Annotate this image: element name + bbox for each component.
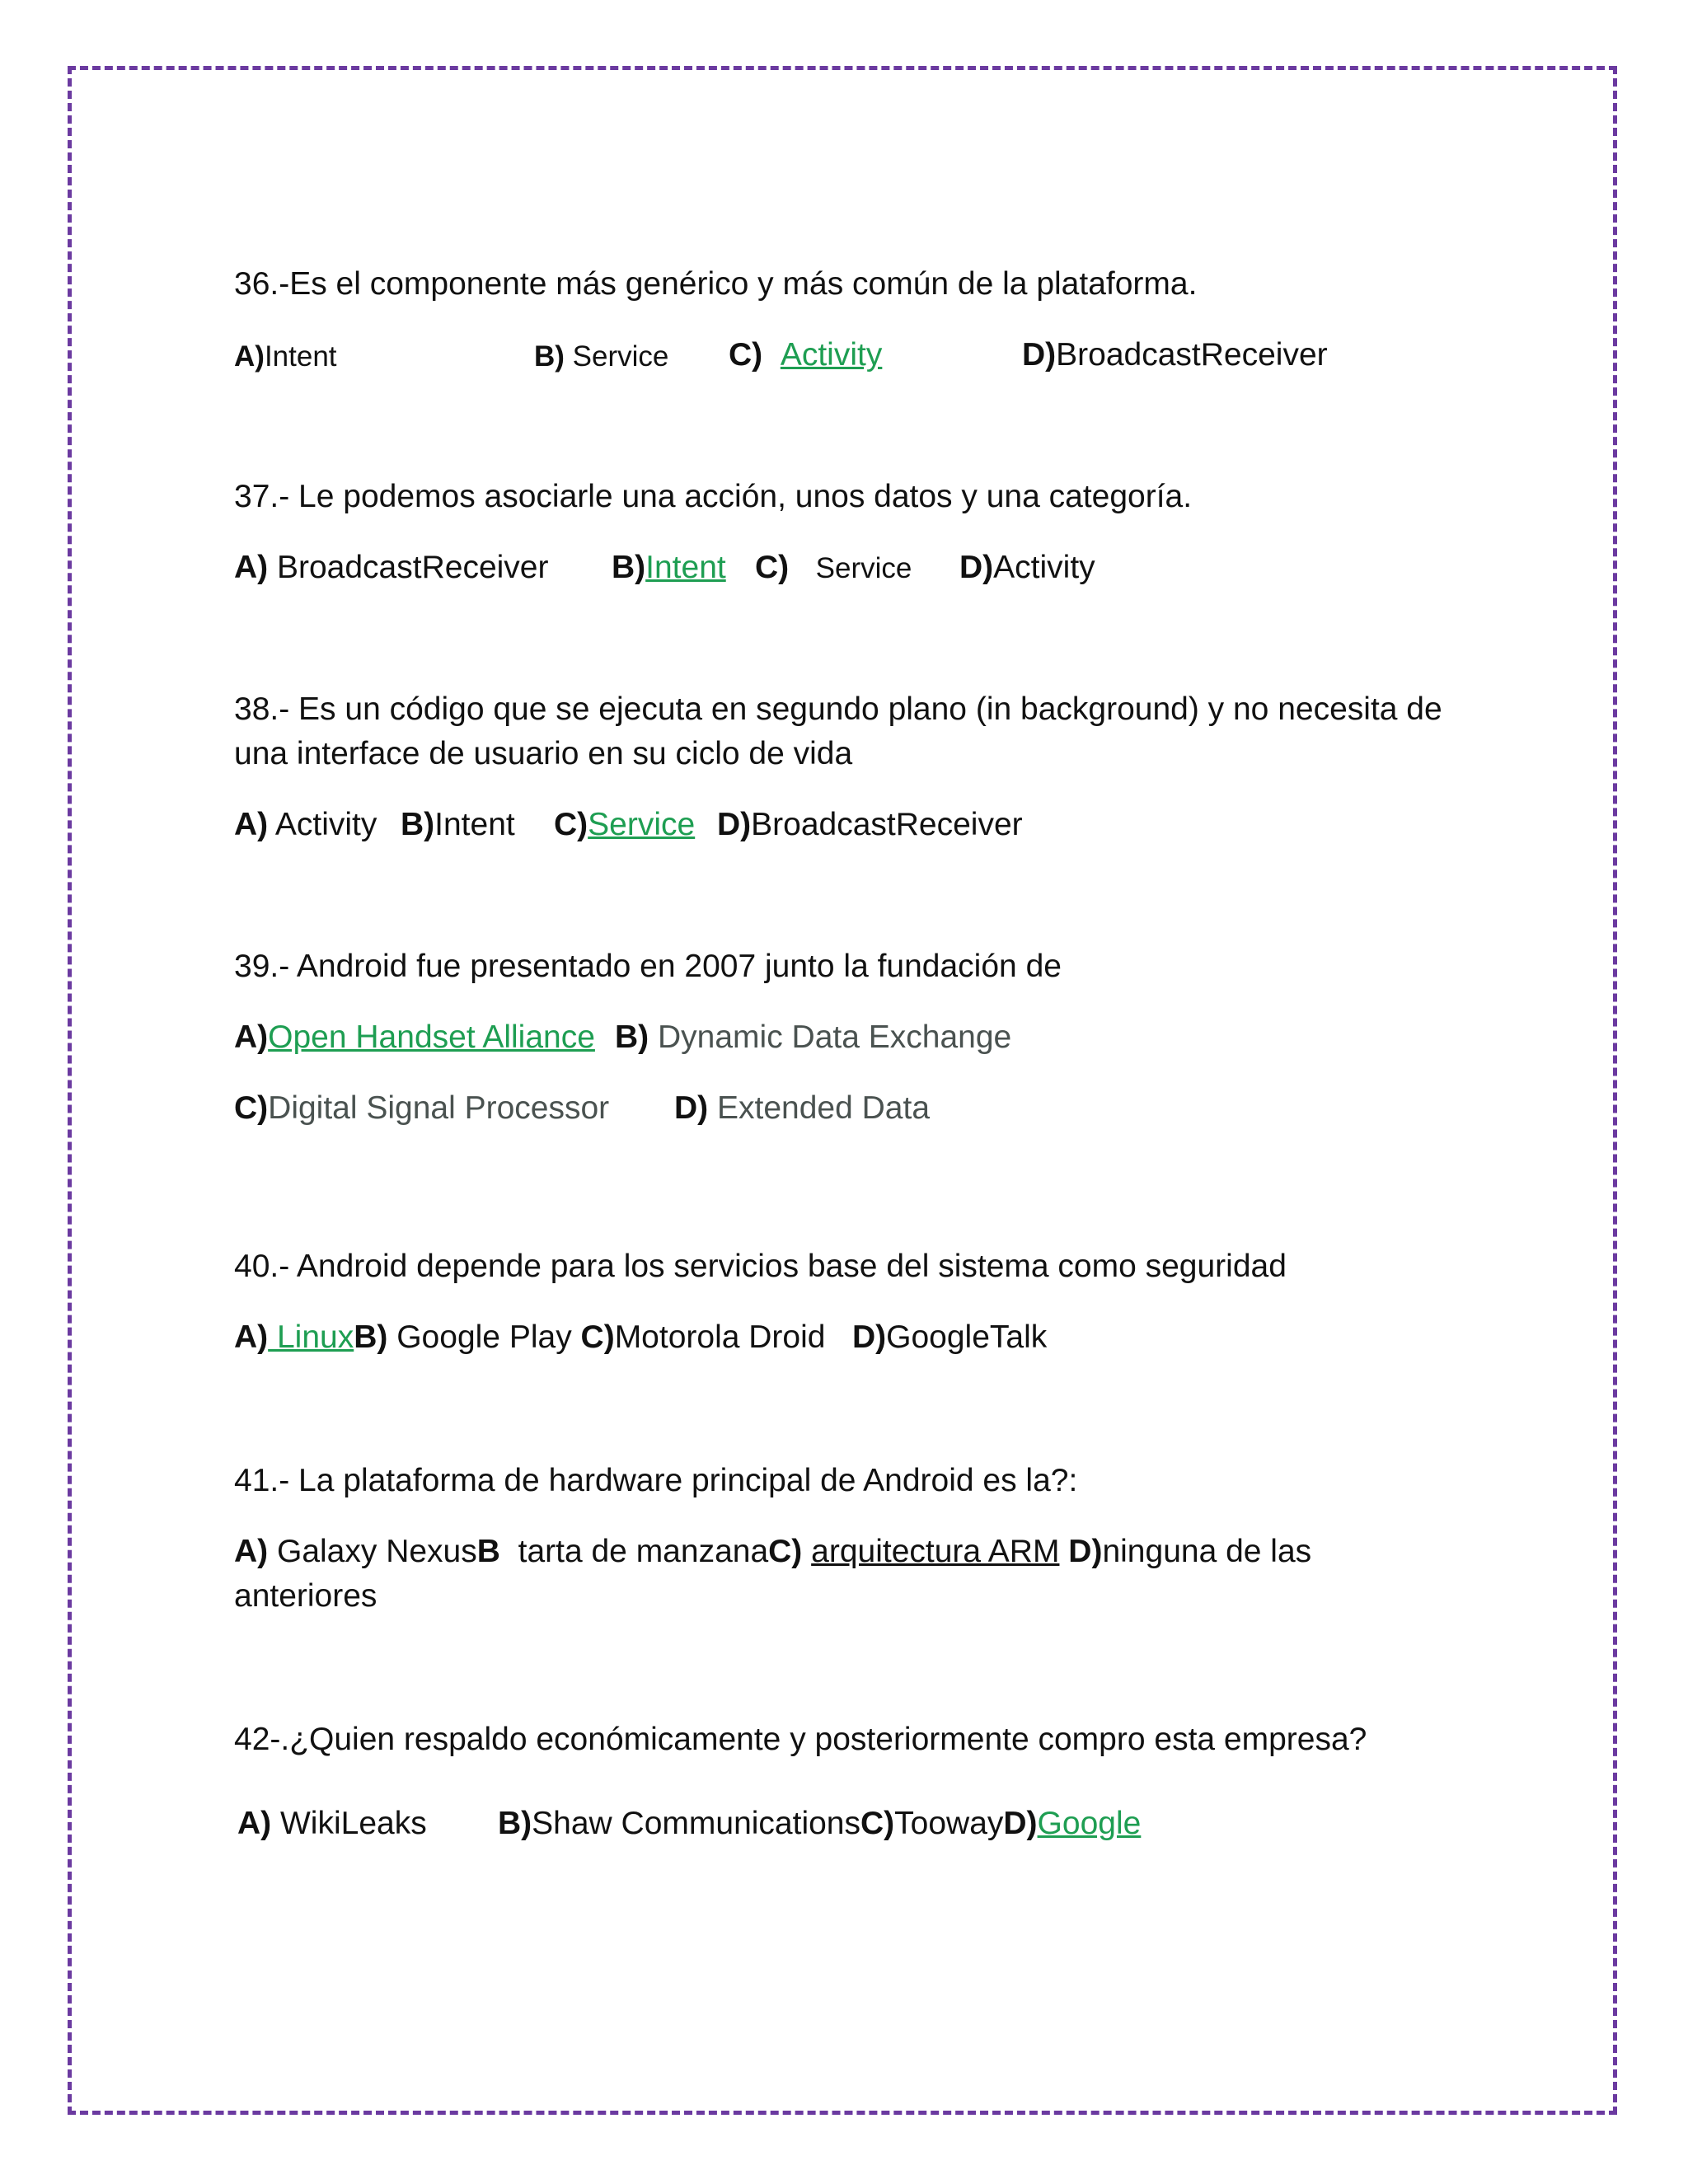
option-37-d: D)Activity	[959, 550, 1095, 585]
option-38-c: C)Service	[554, 807, 696, 842]
correct-answer: Service	[588, 807, 696, 842]
option-39-c: C)Digital Signal Processor	[234, 1090, 610, 1126]
correct-answer: Linux	[268, 1319, 354, 1355]
option-37-b: B)Intent	[612, 550, 726, 585]
option-39-a: A)Open Handset Alliance	[234, 1019, 595, 1055]
correct-answer: Google	[1037, 1806, 1142, 1841]
option-36-a: A)Intent	[234, 340, 337, 373]
correct-answer: arquitectura ARM	[811, 1534, 1060, 1569]
option-38-b: B)Intent	[401, 807, 515, 842]
question-36: 36.-Es el componente más genérico y más común de la plataforma.	[234, 266, 1198, 302]
option-36-c: C) Activity	[729, 337, 883, 373]
question-38: 38.- Es un código que se ejecuta en segundo plano (in background) y no necesita de una interface de usuario en su ciclo de vida	[234, 691, 1442, 771]
question-41: 41.- La plataforma de hardware principal de Android es la?:	[234, 1463, 1078, 1498]
option-39-d: D) Extended Data	[674, 1090, 931, 1126]
correct-answer: Intent	[645, 550, 726, 585]
option-42-row: B)Shaw CommunicationsC)ToowayD)Google	[498, 1806, 1142, 1841]
option-41-row: A) Galaxy NexusB tarta de manzanaC) arquitectura ARM D)ninguna de las anteriores	[234, 1534, 1312, 1614]
question-37: 37.- Le podemos asociarle una acción, unos datos y una categoría.	[234, 479, 1193, 514]
option-36-d: D)BroadcastReceiver	[1022, 337, 1328, 373]
option-38-d: D)BroadcastReceiver	[717, 807, 1023, 842]
correct-answer: Open Handset Alliance	[268, 1019, 595, 1055]
option-37-c: C) Service	[755, 550, 912, 585]
question-42: 42-.¿Quien respaldo económicamente y posteriormente compro esta empresa?	[234, 1722, 1367, 1757]
question-40: 40.- Android depende para los servicios base del sistema como seguridad	[234, 1249, 1287, 1284]
correct-answer: Activity	[780, 337, 883, 373]
option-39-b: B) Dynamic Data Exchange	[615, 1019, 1012, 1055]
question-39: 39.- Android fue presentado en 2007 junto la fundación de	[234, 949, 1062, 984]
option-42-a: A) WikiLeaks	[237, 1806, 427, 1841]
option-37-a: A) BroadcastReceiver	[234, 550, 549, 585]
option-36-b: B) Service	[534, 340, 669, 373]
option-40-row: A) LinuxB) Google Play C)Motorola Droid D)GoogleTalk	[234, 1319, 1048, 1355]
option-38-a: A) Activity	[234, 807, 377, 842]
